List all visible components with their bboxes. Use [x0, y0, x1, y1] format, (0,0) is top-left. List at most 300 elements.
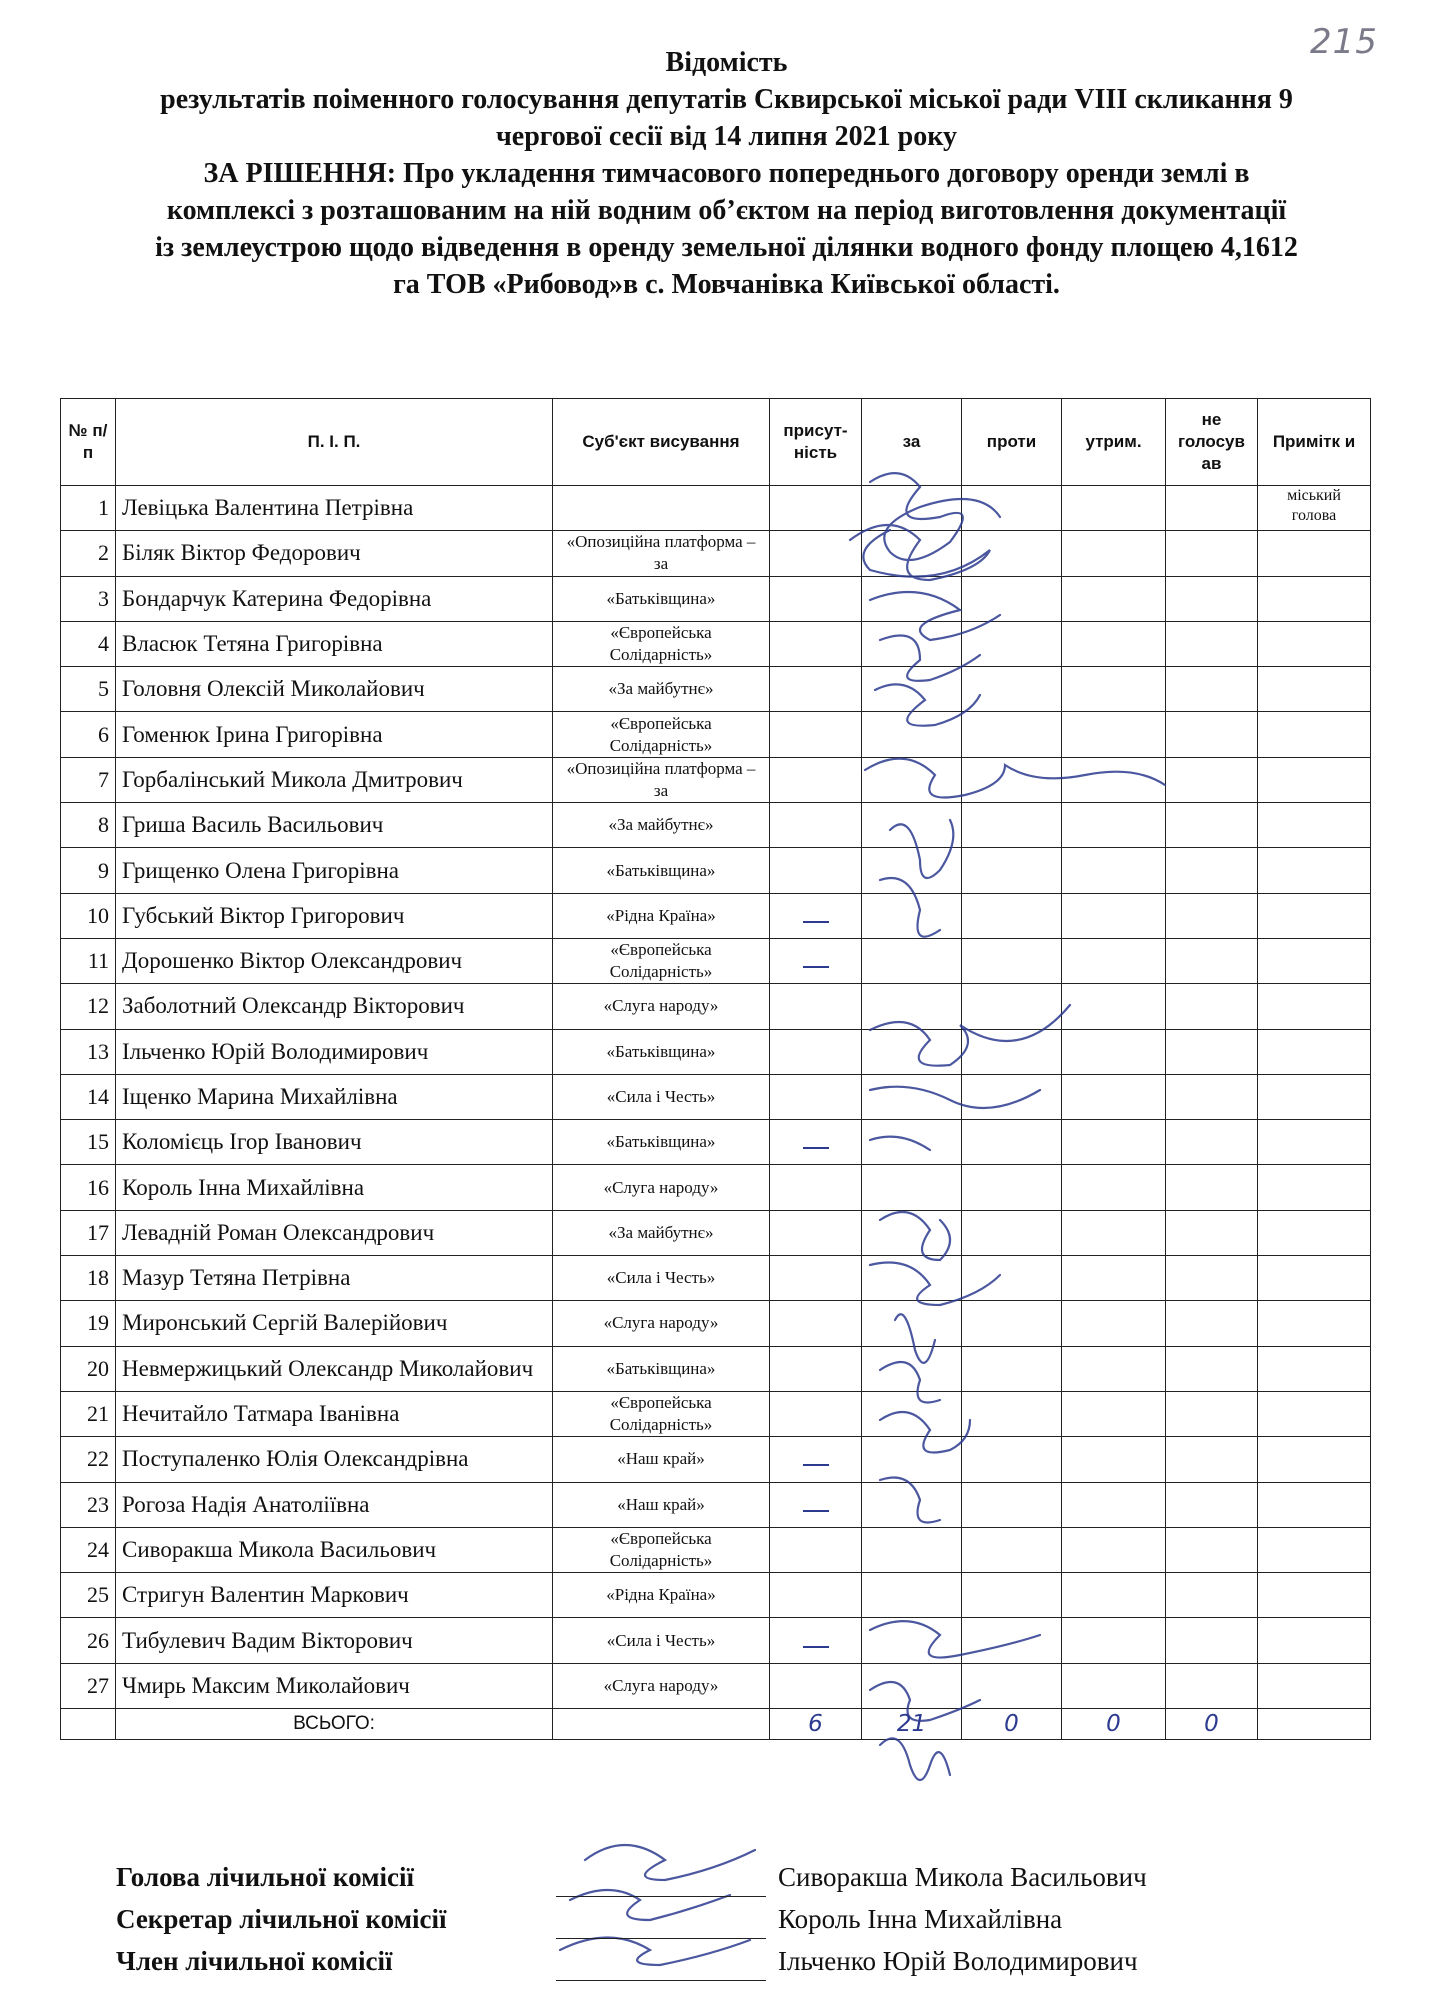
note-cell [1258, 803, 1371, 848]
signature-line [556, 1938, 766, 1939]
did-not-vote-cell [1166, 576, 1258, 621]
commission-role: Секретар лічильної комісії [116, 1904, 447, 1934]
deputy-name: Біляк Віктор Федорович [116, 531, 553, 576]
note-cell [1258, 757, 1371, 802]
did-not-vote-cell [1166, 1437, 1258, 1482]
absence-dash-mark [803, 1646, 829, 1648]
did-not-vote-cell [1166, 1663, 1258, 1708]
table-row [61, 893, 1371, 938]
absence-dash-mark [803, 1464, 829, 1466]
deputy-name: Горбалінський Микола Дмитрович [116, 757, 553, 802]
col-header-num: № п/п [61, 399, 116, 486]
nominating-party: «Опозиційна платформа – за [553, 531, 770, 576]
table-row [61, 621, 1371, 666]
did-not-vote-cell [1166, 1527, 1258, 1572]
vote-abstain-cell [1062, 576, 1166, 621]
vote-abstain-cell [1062, 1074, 1166, 1119]
vote-for-cell [862, 712, 962, 757]
vote-for-cell [862, 848, 962, 893]
vote-abstain-cell [1062, 712, 1166, 757]
table-row [61, 1074, 1371, 1119]
vote-abstain-cell [1062, 1618, 1166, 1663]
did-not-vote-cell [1166, 803, 1258, 848]
row-number: 10 [61, 893, 116, 938]
deputy-name: Грищенко Олена Григорівна [116, 848, 553, 893]
nominating-party: «Слуга народу» [553, 1663, 770, 1708]
present-cell [770, 1301, 862, 1346]
total-abstain: 0 [1062, 1709, 1166, 1740]
row-number: 18 [61, 1256, 116, 1301]
row-number: 5 [61, 667, 116, 712]
header-line-3: ЗА РІШЕННЯ: Про укладення тимчасового попереднього договору оренди землі в [203, 158, 1250, 189]
row-number: 23 [61, 1482, 116, 1527]
present-cell [770, 938, 862, 983]
present-cell [770, 848, 862, 893]
present-cell [770, 1074, 862, 1119]
commission-member-row [116, 1946, 1366, 1986]
nominating-party [553, 486, 770, 531]
vote-abstain-cell [1062, 1165, 1166, 1210]
vote-for-cell [862, 1618, 962, 1663]
note-cell [1258, 1074, 1371, 1119]
nominating-party: «Батьківщина» [553, 1120, 770, 1165]
table-row [61, 531, 1371, 576]
vote-for-cell [862, 1437, 962, 1482]
nominating-party: «Батьківщина» [553, 848, 770, 893]
row-number: 22 [61, 1437, 116, 1482]
deputy-name: Король Інна Михайлівна [116, 1165, 553, 1210]
note-cell [1258, 1527, 1371, 1572]
vote-abstain-cell [1062, 531, 1166, 576]
commission-member-name: Ільченко Юрій Володимирович [778, 1946, 1138, 1976]
did-not-vote-cell [1166, 1074, 1258, 1119]
nominating-party: «Європейська Солідарність» [553, 1391, 770, 1436]
table-row [61, 486, 1371, 531]
present-cell [770, 1391, 862, 1436]
row-number: 19 [61, 1301, 116, 1346]
row-number: 14 [61, 1074, 116, 1119]
vote-for-cell [862, 1527, 962, 1572]
vote-for-cell [862, 984, 962, 1029]
present-cell [770, 1663, 862, 1708]
table-header-row [61, 399, 1371, 486]
note-cell [1258, 848, 1371, 893]
vote-for-cell [862, 1346, 962, 1391]
vote-against-cell [962, 984, 1062, 1029]
col-header-present: присут-ність [770, 399, 862, 486]
commission-role: Голова лічильної комісії [116, 1862, 414, 1892]
table-row [61, 576, 1371, 621]
table-row [61, 757, 1371, 802]
did-not-vote-cell [1166, 486, 1258, 531]
deputy-name: Рогоза Надія Анатоліївна [116, 1482, 553, 1527]
table-row [61, 1301, 1371, 1346]
row-number: 27 [61, 1663, 116, 1708]
header-line-4: комплексі з розташованим на ній водним об’єктом на період виготовлення документації [166, 195, 1287, 226]
absence-dash-mark [803, 966, 829, 968]
signature-line [556, 1980, 766, 1981]
vote-against-cell [962, 1391, 1062, 1436]
nominating-party: «Сила і Честь» [553, 1256, 770, 1301]
vote-for-cell [862, 803, 962, 848]
note-cell [1258, 1663, 1371, 1708]
vote-against-cell [962, 1074, 1062, 1119]
table-row [61, 938, 1371, 983]
present-cell [770, 1527, 862, 1572]
deputy-name: Поступаленко Юлія Олександрівна [116, 1437, 553, 1482]
vote-against-cell [962, 1482, 1062, 1527]
vote-against-cell [962, 576, 1062, 621]
did-not-vote-cell [1166, 938, 1258, 983]
row-number: 1 [61, 486, 116, 531]
vote-against-cell [962, 1256, 1062, 1301]
vote-against-cell [962, 1527, 1062, 1572]
table-row [61, 1527, 1371, 1572]
note-cell [1258, 893, 1371, 938]
vote-abstain-cell [1062, 621, 1166, 666]
did-not-vote-cell [1166, 1482, 1258, 1527]
commission-member-row [116, 1904, 1366, 1944]
nominating-party: «Європейська Солідарність» [553, 1527, 770, 1572]
commission-member-row [116, 1862, 1366, 1902]
table-row [61, 1663, 1371, 1708]
note-cell [1258, 621, 1371, 666]
header-line-6: га ТОВ «Рибовод»в с. Мовчанівка Київської області. [393, 269, 1060, 300]
vote-against-cell [962, 1029, 1062, 1074]
did-not-vote-cell [1166, 667, 1258, 712]
note-cell [1258, 712, 1371, 757]
nominating-party: «За майбутнє» [553, 1210, 770, 1255]
commission-member-name: Сиворакша Микола Васильович [778, 1862, 1147, 1892]
vote-for-cell [862, 1029, 962, 1074]
vote-for-cell [862, 486, 962, 531]
vote-abstain-cell [1062, 1527, 1166, 1572]
total-against: 0 [962, 1709, 1062, 1740]
note-cell [1258, 1573, 1371, 1618]
table-row [61, 1029, 1371, 1074]
document-header [60, 44, 1393, 303]
vote-against-cell [962, 848, 1062, 893]
col-header-novote: не голосув ав [1166, 399, 1258, 486]
deputy-name: Сиворакша Микола Васильович [116, 1527, 553, 1572]
nominating-party: «Батьківщина» [553, 1029, 770, 1074]
row-number: 21 [61, 1391, 116, 1436]
nominating-party: «Батьківщина» [553, 1346, 770, 1391]
vote-against-cell [962, 667, 1062, 712]
did-not-vote-cell [1166, 1256, 1258, 1301]
vote-for-cell [862, 1391, 962, 1436]
note-cell: міський голова [1258, 486, 1371, 531]
vote-against-cell [962, 486, 1062, 531]
vote-against-cell [962, 1301, 1062, 1346]
did-not-vote-cell [1166, 621, 1258, 666]
vote-against-cell [962, 1346, 1062, 1391]
deputy-name: Чмирь Максим Миколайович [116, 1663, 553, 1708]
nominating-party: «Європейська Солідарність» [553, 621, 770, 666]
deputy-name: Миронський Сергій Валерійович [116, 1301, 553, 1346]
deputy-name: Дорошенко Віктор Олександрович [116, 938, 553, 983]
present-cell [770, 1618, 862, 1663]
present-cell [770, 1165, 862, 1210]
nominating-party: «Опозиційна платформа – за [553, 757, 770, 802]
row-number: 20 [61, 1346, 116, 1391]
vote-abstain-cell [1062, 1391, 1166, 1436]
vote-abstain-cell [1062, 1346, 1166, 1391]
vote-against-cell [962, 938, 1062, 983]
vote-for-cell [862, 531, 962, 576]
note-cell [1258, 1029, 1371, 1074]
note-cell [1258, 576, 1371, 621]
vote-abstain-cell [1062, 984, 1166, 1029]
vote-abstain-cell [1062, 1663, 1166, 1708]
deputy-name: Головня Олексій Миколайович [116, 667, 553, 712]
row-number: 6 [61, 712, 116, 757]
vote-against-cell [962, 1663, 1062, 1708]
totals-party-cell [553, 1709, 770, 1740]
signature-scribble [880, 1738, 950, 1780]
table-row [61, 1573, 1371, 1618]
absence-dash-mark [803, 1510, 829, 1512]
did-not-vote-cell [1166, 984, 1258, 1029]
vote-for-cell [862, 1482, 962, 1527]
note-cell [1258, 531, 1371, 576]
vote-against-cell [962, 712, 1062, 757]
present-cell [770, 893, 862, 938]
present-cell [770, 1346, 862, 1391]
vote-for-cell [862, 667, 962, 712]
nominating-party: «Європейська Солідарність» [553, 712, 770, 757]
note-cell [1258, 1482, 1371, 1527]
vote-against-cell [962, 1120, 1062, 1165]
nominating-party: «Слуга народу» [553, 984, 770, 1029]
vote-abstain-cell [1062, 1029, 1166, 1074]
note-cell [1258, 1618, 1371, 1663]
vote-abstain-cell [1062, 848, 1166, 893]
deputy-name: Іщенко Марина Михайлівна [116, 1074, 553, 1119]
note-cell [1258, 1210, 1371, 1255]
nominating-party: «Слуга народу» [553, 1301, 770, 1346]
table-row [61, 848, 1371, 893]
nominating-party: «За майбутнє» [553, 803, 770, 848]
note-cell [1258, 984, 1371, 1029]
row-number: 9 [61, 848, 116, 893]
did-not-vote-cell [1166, 1301, 1258, 1346]
row-number: 16 [61, 1165, 116, 1210]
absence-dash-mark [803, 921, 829, 923]
vote-against-cell [962, 531, 1062, 576]
nominating-party: «Сила і Честь» [553, 1074, 770, 1119]
vote-against-cell [962, 1573, 1062, 1618]
nominating-party: «Рідна Країна» [553, 893, 770, 938]
table-row [61, 1256, 1371, 1301]
vote-abstain-cell [1062, 1256, 1166, 1301]
row-number: 24 [61, 1527, 116, 1572]
vote-against-cell [962, 1618, 1062, 1663]
document-title: Відомість [665, 47, 788, 78]
table-row [61, 667, 1371, 712]
col-header-against: проти [962, 399, 1062, 486]
table-row [61, 712, 1371, 757]
vote-for-cell [862, 1165, 962, 1210]
did-not-vote-cell [1166, 1120, 1258, 1165]
signature-line [556, 1896, 766, 1897]
did-not-vote-cell [1166, 1210, 1258, 1255]
page-number-stamp: 215 [1310, 22, 1378, 62]
vote-for-cell [862, 893, 962, 938]
present-cell [770, 1029, 862, 1074]
vote-abstain-cell [1062, 893, 1166, 938]
deputy-name: Стригун Валентин Маркович [116, 1573, 553, 1618]
vote-abstain-cell [1062, 803, 1166, 848]
did-not-vote-cell [1166, 1391, 1258, 1436]
vote-for-cell [862, 1663, 962, 1708]
vote-for-cell [862, 1573, 962, 1618]
present-cell [770, 486, 862, 531]
did-not-vote-cell [1166, 1618, 1258, 1663]
row-number: 26 [61, 1618, 116, 1663]
totals-empty-cell [61, 1709, 116, 1740]
deputy-name: Мазур Тетяна Петрівна [116, 1256, 553, 1301]
commission-member-name: Король Інна Михайлівна [778, 1904, 1063, 1934]
present-cell [770, 984, 862, 1029]
total-present: 6 [770, 1709, 862, 1740]
deputy-name: Ільченко Юрій Володимирович [116, 1029, 553, 1074]
table-row [61, 1346, 1371, 1391]
deputy-name: Коломієць Ігор Іванович [116, 1120, 553, 1165]
vote-abstain-cell [1062, 1482, 1166, 1527]
vote-abstain-cell [1062, 1301, 1166, 1346]
totals-row [61, 1709, 1371, 1740]
deputy-name: Губський Віктор Григорович [116, 893, 553, 938]
vote-for-cell [862, 1301, 962, 1346]
col-header-for: за [862, 399, 962, 486]
absence-dash-mark [803, 1147, 829, 1149]
note-cell [1258, 1165, 1371, 1210]
vote-abstain-cell [1062, 1210, 1166, 1255]
vote-abstain-cell [1062, 1437, 1166, 1482]
present-cell [770, 667, 862, 712]
did-not-vote-cell [1166, 712, 1258, 757]
did-not-vote-cell [1166, 1165, 1258, 1210]
vote-against-cell [962, 893, 1062, 938]
note-cell [1258, 1346, 1371, 1391]
col-header-abstain: утрим. [1062, 399, 1166, 486]
deputy-name: Гоменюк Ірина Григорівна [116, 712, 553, 757]
vote-abstain-cell [1062, 486, 1166, 531]
vote-against-cell [962, 803, 1062, 848]
col-header-party: Суб'єкт висування [553, 399, 770, 486]
did-not-vote-cell [1166, 531, 1258, 576]
present-cell [770, 1120, 862, 1165]
table-row [61, 1482, 1371, 1527]
row-number: 4 [61, 621, 116, 666]
vote-for-cell [862, 938, 962, 983]
header-line-2: чергової сесії від 14 липня 2021 року [496, 121, 957, 152]
vote-for-cell [862, 1210, 962, 1255]
vote-against-cell [962, 1210, 1062, 1255]
deputy-name: Левіцька Валентина Петрівна [116, 486, 553, 531]
vote-for-cell [862, 576, 962, 621]
deputy-name: Гриша Василь Васильович [116, 803, 553, 848]
vote-against-cell [962, 757, 1062, 802]
present-cell [770, 1210, 862, 1255]
row-number: 13 [61, 1029, 116, 1074]
nominating-party: «Наш край» [553, 1437, 770, 1482]
commission-role: Член лічильної комісії [116, 1946, 393, 1976]
vote-abstain-cell [1062, 757, 1166, 802]
nominating-party: «Слуга народу» [553, 1165, 770, 1210]
row-number: 8 [61, 803, 116, 848]
voting-table [60, 398, 1371, 1740]
nominating-party: «За майбутнє» [553, 667, 770, 712]
note-cell [1258, 667, 1371, 712]
table-row [61, 1437, 1371, 1482]
did-not-vote-cell [1166, 1029, 1258, 1074]
total-for: 21 [862, 1709, 962, 1740]
row-number: 25 [61, 1573, 116, 1618]
present-cell [770, 621, 862, 666]
present-cell [770, 757, 862, 802]
col-header-name: П. І. П. [116, 399, 553, 486]
vote-abstain-cell [1062, 1573, 1166, 1618]
note-cell [1258, 1256, 1371, 1301]
vote-for-cell [862, 1256, 962, 1301]
nominating-party: «Рідна Країна» [553, 1573, 770, 1618]
vote-abstain-cell [1062, 667, 1166, 712]
header-line-5: із землеустрою щодо відведення в оренду земельної ділянки водного фонду площею 4,1612 [155, 232, 1298, 263]
vote-abstain-cell [1062, 938, 1166, 983]
present-cell [770, 1256, 862, 1301]
note-cell [1258, 1301, 1371, 1346]
nominating-party: «Європейська Солідарність» [553, 938, 770, 983]
table-row [61, 1210, 1371, 1255]
did-not-vote-cell [1166, 1573, 1258, 1618]
table-row [61, 1120, 1371, 1165]
deputy-name: Бондарчук Катерина Федорівна [116, 576, 553, 621]
row-number: 12 [61, 984, 116, 1029]
vote-against-cell [962, 621, 1062, 666]
did-not-vote-cell [1166, 848, 1258, 893]
vote-for-cell [862, 1074, 962, 1119]
note-cell [1258, 1437, 1371, 1482]
nominating-party: «Батьківщина» [553, 576, 770, 621]
nominating-party: «Сила і Честь» [553, 1618, 770, 1663]
present-cell [770, 1437, 862, 1482]
present-cell [770, 1573, 862, 1618]
table-row [61, 1165, 1371, 1210]
nominating-party: «Наш край» [553, 1482, 770, 1527]
col-header-note: Примітк и [1258, 399, 1371, 486]
table-row [61, 1391, 1371, 1436]
did-not-vote-cell [1166, 893, 1258, 938]
totals-label: ВСЬОГО: [116, 1709, 553, 1740]
table-row [61, 984, 1371, 1029]
vote-against-cell [962, 1165, 1062, 1210]
total-novote: 0 [1166, 1709, 1258, 1740]
present-cell [770, 712, 862, 757]
header-line-1: результатів поіменного голосування депутатів Сквирської міської ради VIII скликання 9 [160, 84, 1293, 115]
deputy-name: Власюк Тетяна Григорівна [116, 621, 553, 666]
note-cell [1258, 938, 1371, 983]
present-cell [770, 531, 862, 576]
present-cell [770, 576, 862, 621]
deputy-name: Заболотний Олександр Вікторович [116, 984, 553, 1029]
row-number: 2 [61, 531, 116, 576]
deputy-name: Левадній Роман Олександрович [116, 1210, 553, 1255]
present-cell [770, 1482, 862, 1527]
did-not-vote-cell [1166, 757, 1258, 802]
row-number: 7 [61, 757, 116, 802]
